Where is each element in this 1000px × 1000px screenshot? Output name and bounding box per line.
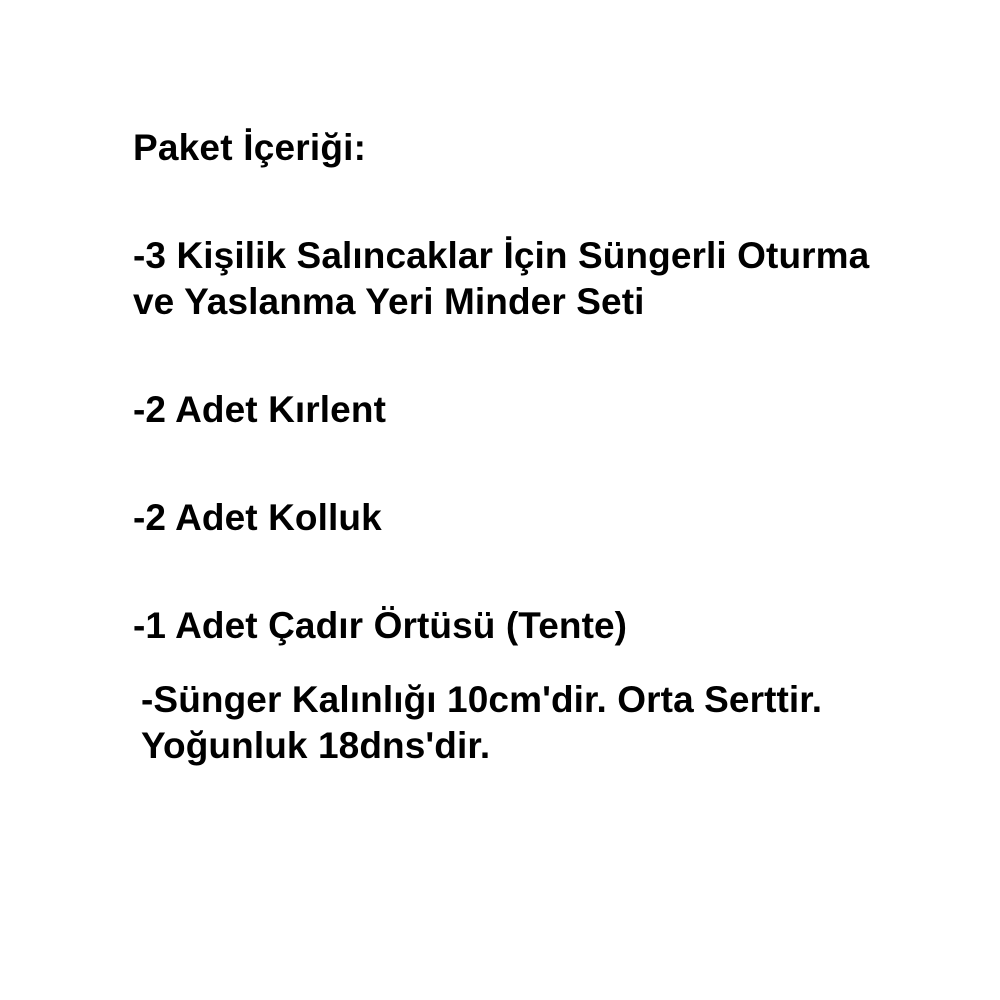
package-item-5: -Sünger Kalınlığı 10cm'dir. Orta Serttir. Yoğunluk 18dns'dir.: [141, 678, 823, 766]
page-title: Paket İçeriği:: [133, 127, 367, 168]
package-item-3: -2 Adet Kolluk: [133, 496, 382, 538]
package-item-1: -3 Kişilik Salıncaklar İçin Süngerli Oturma ve Yaslanma Yeri Minder Seti: [133, 235, 870, 323]
package-item-2: -2 Adet Kırlent: [133, 389, 386, 430]
package-item-4: -1 Adet Çadır Örtüsü (Tente): [133, 604, 628, 646]
